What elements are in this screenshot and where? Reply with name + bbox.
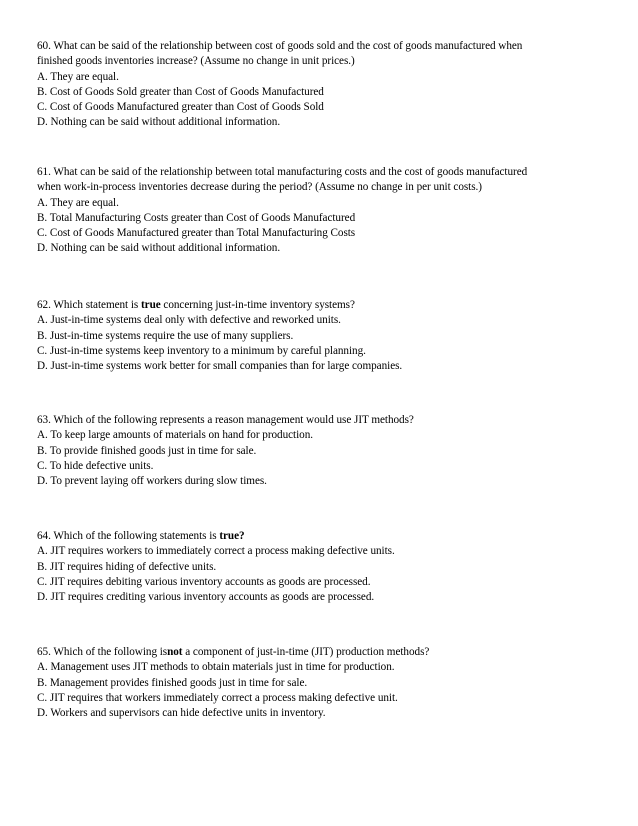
answer-option-d: D. Just-in-time systems work better for small companies than for large companies. bbox=[37, 360, 403, 373]
answer-option-a: A. Just-in-time systems deal only with defective and reworked units. bbox=[37, 314, 341, 327]
stem-emphasis: true? bbox=[219, 530, 245, 542]
answer-option-c: C. To hide defective units. bbox=[37, 459, 154, 472]
stem-text: concerning just-in-time inventory systems? bbox=[160, 299, 355, 311]
question-60 bbox=[37, 39, 617, 131]
question-stem bbox=[37, 529, 617, 544]
answer-option-c: C. JIT requires that workers immediately correct a process making defective unit. bbox=[37, 691, 398, 704]
question-stem bbox=[37, 298, 617, 313]
answer-option-d: D. Nothing can be said without additional information. bbox=[37, 116, 281, 129]
answer-option-b: B. Total Manufacturing Costs greater than Cost of Goods Manufactured bbox=[37, 211, 356, 224]
answer-option-a: A. Management uses JIT methods to obtain materials just in time for production. bbox=[37, 661, 395, 674]
answer-option-a: A. To keep large amounts of materials on hand for production. bbox=[37, 429, 313, 442]
question-stem: 63. Which of the following represents a reason management would use JIT methods? bbox=[37, 414, 414, 426]
stem-text: a component of just-in-time (JIT) production methods? bbox=[182, 646, 430, 658]
question-stem: finished goods inventories increase? (Assume no change in unit prices.) bbox=[37, 55, 355, 68]
answer-option-c: C. JIT requires debiting various inventory accounts as goods are processed. bbox=[37, 575, 371, 588]
answer-option-a: A. They are equal. bbox=[37, 196, 119, 209]
answer-option-d: D. JIT requires crediting various inventory accounts as goods are processed. bbox=[37, 591, 375, 604]
question-65 bbox=[37, 645, 617, 721]
question-64 bbox=[37, 529, 617, 605]
stem-emphasis: not bbox=[167, 646, 183, 658]
answer-option-b: B. JIT requires hiding of defective units. bbox=[37, 560, 217, 573]
answer-option-d: D. Workers and supervisors can hide defective units in inventory. bbox=[37, 707, 326, 720]
answer-option-c: C. Cost of Goods Manufactured greater than Cost of Goods Sold bbox=[37, 101, 324, 114]
stem-text: 64. Which of the following statements is bbox=[37, 530, 220, 542]
answer-option-b: B. Cost of Goods Sold greater than Cost of Goods Manufactured bbox=[37, 85, 324, 98]
question-61 bbox=[37, 165, 617, 257]
answer-option-d: D. To prevent laying off workers during slow times. bbox=[37, 475, 267, 488]
stem-text: 62. Which statement is bbox=[37, 299, 141, 311]
question-stem: 60. What can be said of the relationship between cost of goods sold and the cost of goods manufactured when bbox=[37, 40, 523, 52]
answer-option-b: B. Management provides finished goods just in time for sale. bbox=[37, 676, 308, 689]
question-stem bbox=[37, 645, 617, 660]
answer-option-a: A. They are equal. bbox=[37, 70, 119, 83]
question-63 bbox=[37, 413, 617, 489]
answer-option-b: B. Just-in-time systems require the use of many suppliers. bbox=[37, 329, 294, 342]
answer-option-b: B. To provide finished goods just in time for sale. bbox=[37, 444, 257, 457]
stem-text: 65. Which of the following is bbox=[37, 646, 168, 658]
stem-emphasis: true bbox=[140, 299, 161, 311]
answer-option-d: D. Nothing can be said without additional information. bbox=[37, 242, 281, 255]
answer-option-c: C. Just-in-time systems keep inventory to a minimum by careful planning. bbox=[37, 344, 366, 357]
answer-option-c: C. Cost of Goods Manufactured greater than Total Manufacturing Costs bbox=[37, 227, 356, 240]
question-62 bbox=[37, 298, 617, 374]
question-stem: 61. What can be said of the relationship between total manufacturing costs and the cost of goods manufactured bbox=[37, 166, 528, 178]
question-stem: when work-in-process inventories decrease during the period? (Assume no change in per unit costs.) bbox=[37, 181, 482, 194]
answer-option-a: A. JIT requires workers to immediately correct a process making defective units. bbox=[37, 545, 395, 558]
